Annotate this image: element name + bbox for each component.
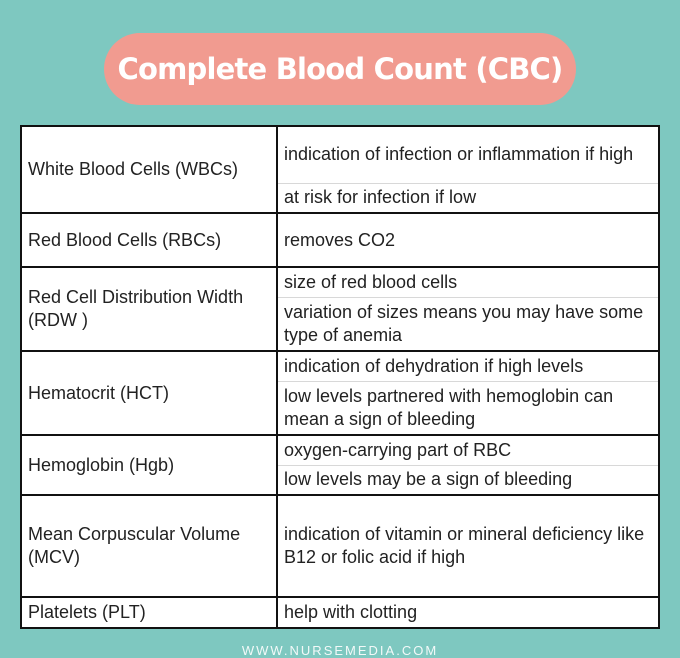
table-row (22, 351, 658, 381)
term-cell: Red Cell Distribution Width (RDW ) (22, 267, 277, 351)
table-row (22, 127, 658, 183)
term-cell: White Blood Cells (WBCs) (22, 127, 277, 213)
description-cell: low levels partnered with hemoglobin can mean a sign of bleeding (277, 381, 658, 435)
title-banner (104, 33, 576, 105)
description-cell: low levels may be a sign of bleeding (277, 465, 658, 495)
table-row (22, 267, 658, 297)
table-row (22, 597, 658, 627)
table-row (22, 435, 658, 465)
description-cell: size of red blood cells (277, 267, 658, 297)
cbc-table-container (20, 125, 660, 629)
description-cell: indication of dehydration if high levels (277, 351, 658, 381)
term-cell: Mean Corpuscular Volume (MCV) (22, 495, 277, 597)
cbc-table-body (22, 127, 658, 627)
description-cell: at risk for infection if low (277, 183, 658, 213)
table-row (22, 495, 658, 597)
term-cell: Red Blood Cells (RBCs) (22, 213, 277, 267)
description-cell: variation of sizes means you may have some type of anemia (277, 297, 658, 351)
description-cell: help with clotting (277, 597, 658, 627)
description-cell: indication of vitamin or mineral deficiency like B12 or folic acid if high (277, 495, 658, 597)
description-cell: removes CO2 (277, 213, 658, 267)
page-title: Complete Blood Count (CBC) (117, 52, 563, 86)
term-cell: Hemoglobin (Hgb) (22, 435, 277, 495)
term-cell: Hematocrit (HCT) (22, 351, 277, 435)
description-cell: oxygen-carrying part of RBC (277, 435, 658, 465)
table-row (22, 213, 658, 267)
description-cell: indication of infection or inflammation if high (284, 144, 634, 165)
cbc-table (22, 127, 658, 627)
term-cell: Platelets (PLT) (22, 597, 277, 627)
footer-website: WWW.NURSEMEDIA.COM (241, 643, 439, 658)
